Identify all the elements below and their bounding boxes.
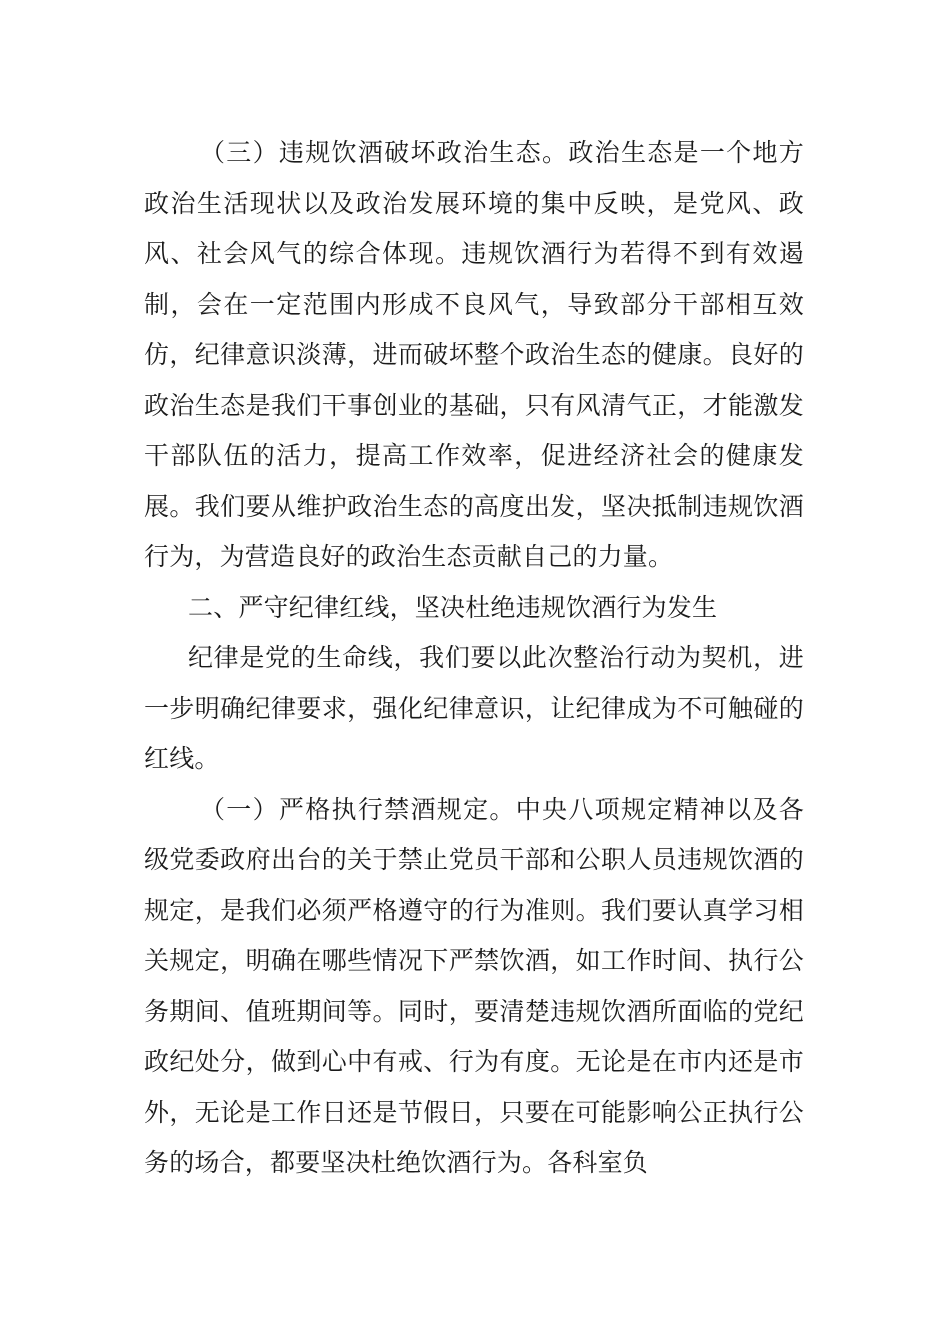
heading-part-2: 二、严守纪律红线，坚决杜绝违规饮酒行为发生	[188, 592, 718, 622]
paragraph-section-3-political-ecology: （三）违规饮酒破坏政治生态。政治生态是一个地方政治生活现状以及政治发展环境的集中反映，是党风、政风、社会风气的综合体现。违规饮酒行为若得不到有效遏制，会在一定范围内形成不良风气，导致部分干部相互效仿，纪律意识淡薄，进而破坏整个政治生态的健康。良好的政治生态是我们干事创业的基础，只有风清气正，才能激发干部队伍的活力，提高工作效率，促进经济社会的健康发展。我们要从维护政治生态的高度出发，坚决抵制违规饮酒行为，为营造良好的政治生态贡献自己的力量。	[144, 138, 804, 571]
document-body	[144, 128, 804, 1189]
paragraph-section-1-strict-rules: （一）严格执行禁酒规定。中央八项规定精神以及各级党委政府出台的关于禁止党员干部和公职人员违规饮酒的规定，是我们必须严格遵守的行为准则。我们要认真学习相关规定，明确在哪些情况下严禁饮酒，如工作时间、执行公务期间、值班期间等。同时，要清楚违规饮酒所面临的党纪政纪处分，做到心中有戒、行为有度。无论是在市内还是市外，无论是工作日还是节假日，只要在可能影响公正执行公务的场合，都要坚决杜绝饮酒行为。各科室负	[144, 794, 804, 1177]
paragraph-part-2-intro: 纪律是党的生命线，我们要以此次整治行动为契机，进一步明确纪律要求，强化纪律意识，让纪律成为不可触碰的红线。	[144, 643, 804, 773]
